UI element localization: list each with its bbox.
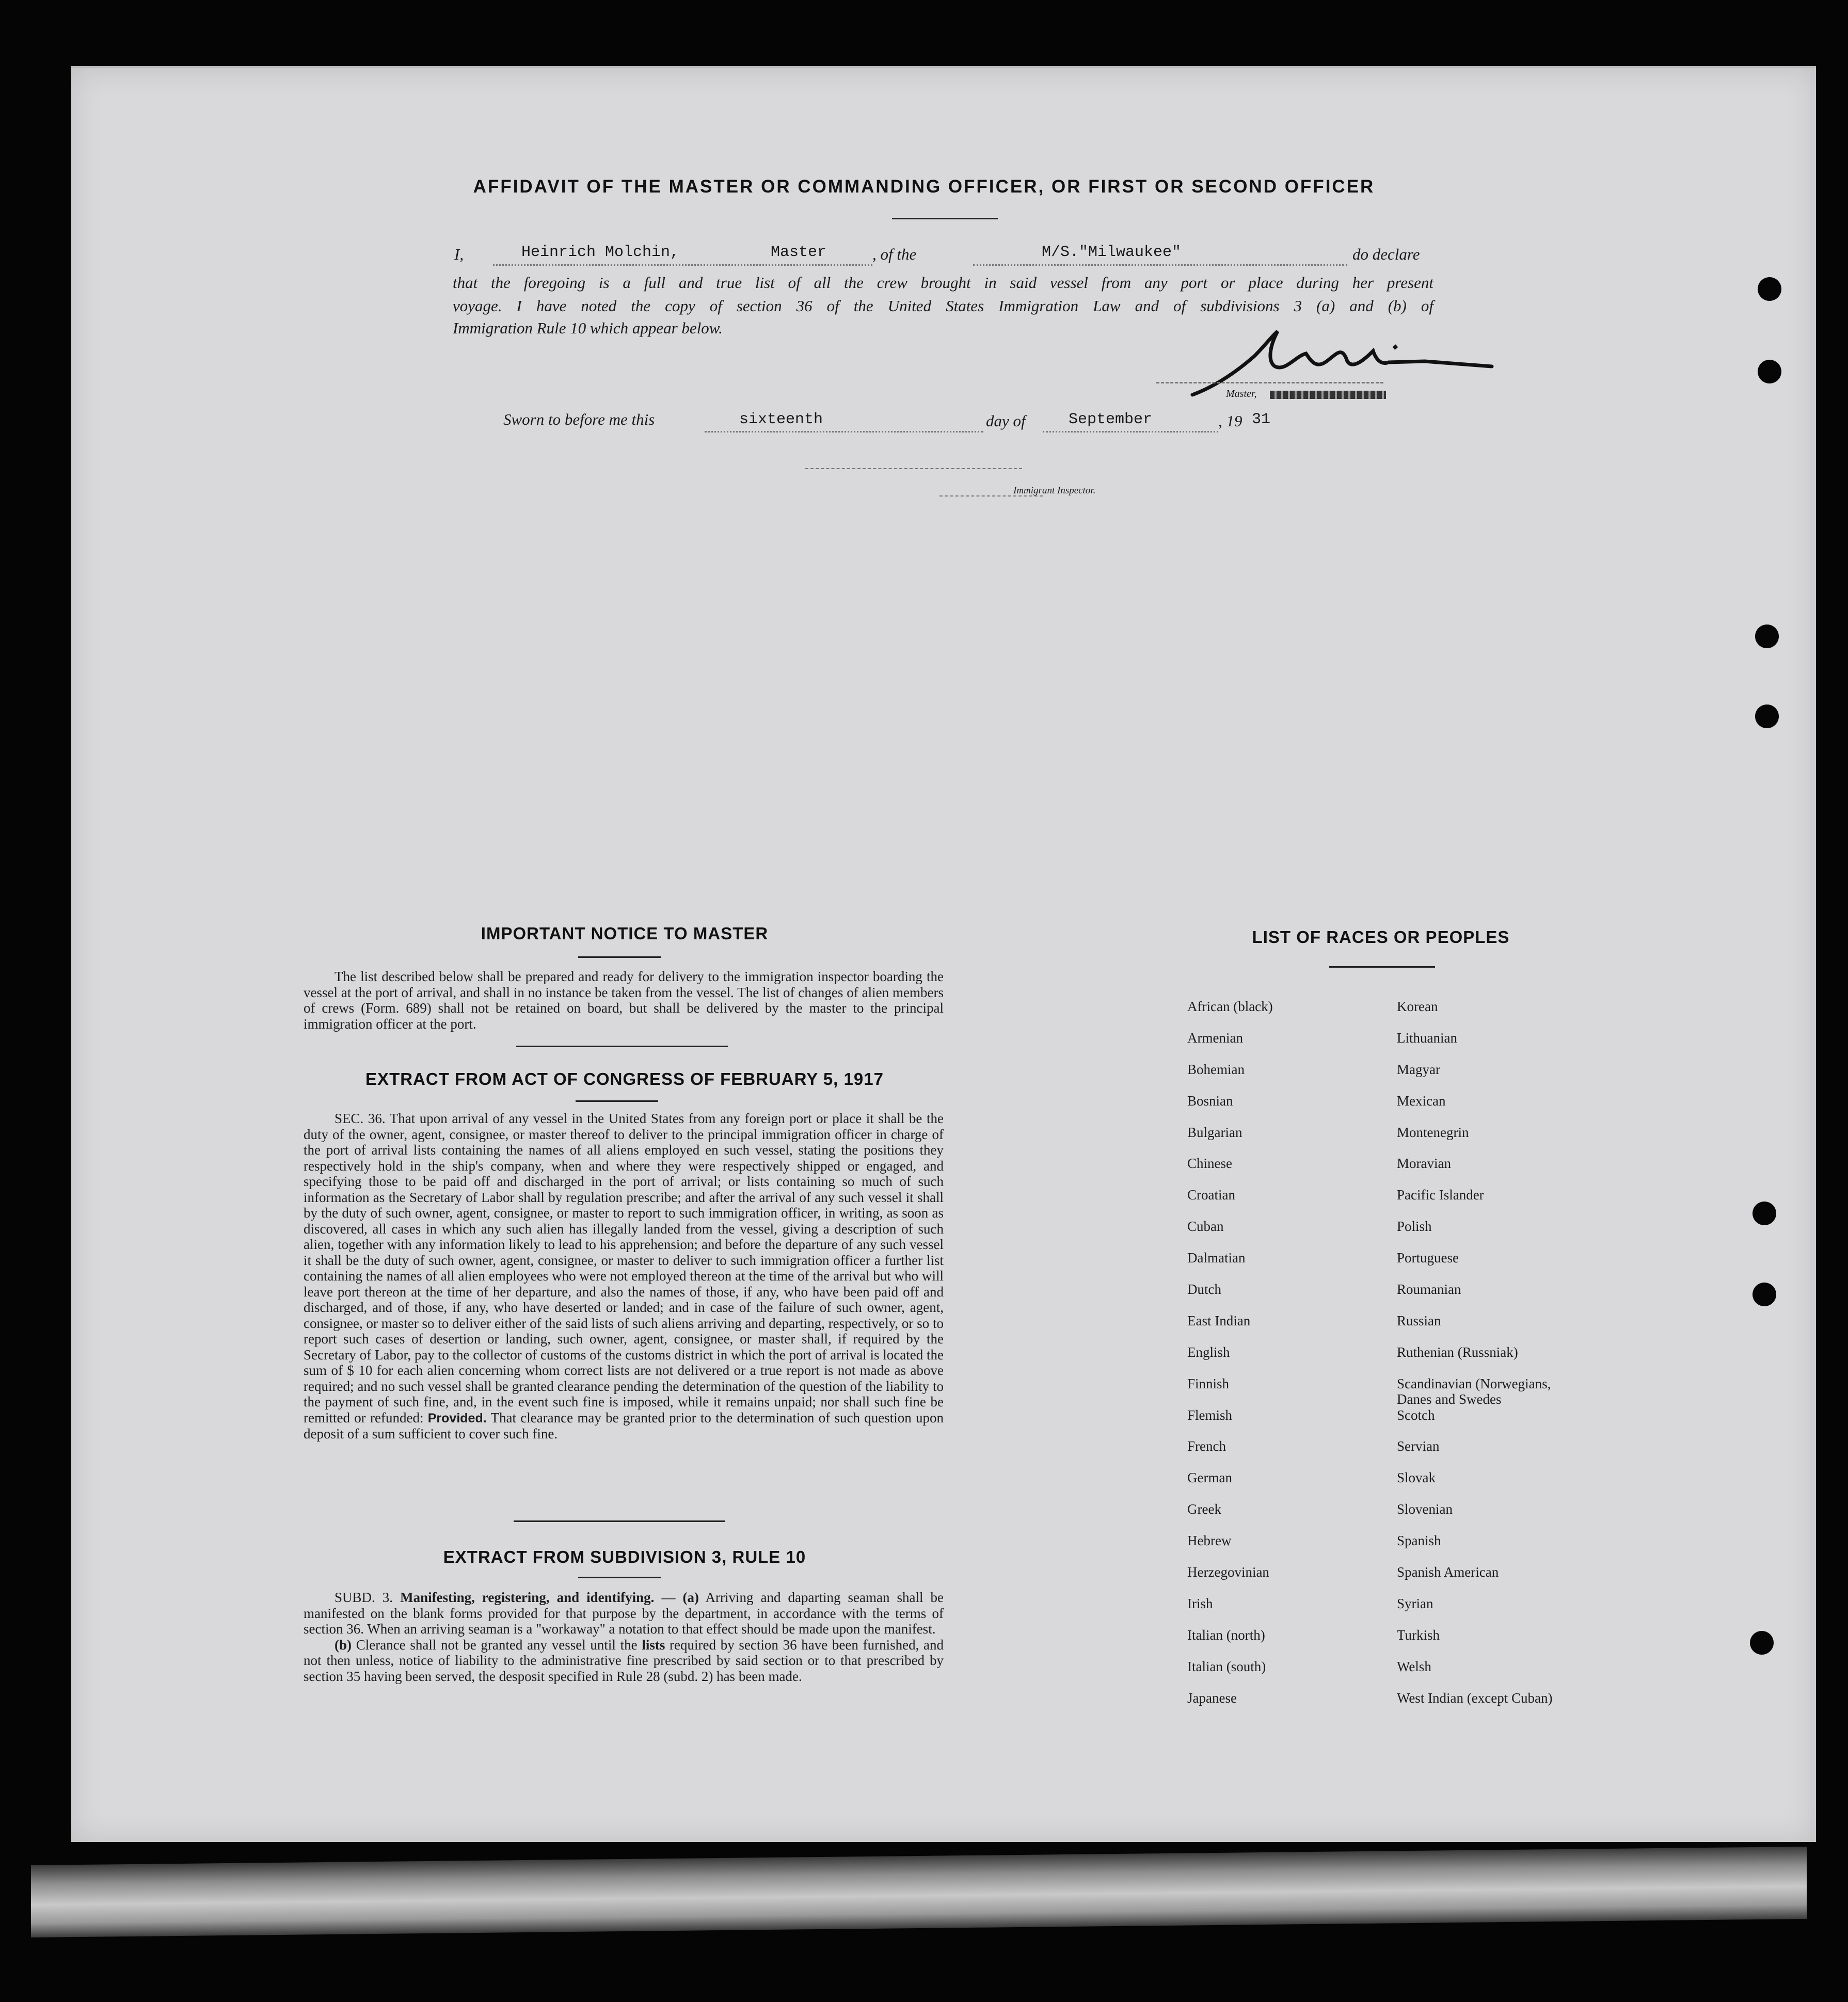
signature-line [1156, 382, 1383, 383]
binder-hole [1755, 624, 1779, 648]
race-item: Italian (north) [1187, 1627, 1265, 1643]
act-underline [576, 1100, 658, 1102]
race-item: English [1187, 1344, 1230, 1360]
act-title: EXTRACT FROM ACT OF CONGRESS OF FEBRUARY 5, 1917 [365, 1069, 884, 1088]
race-item: Spanish [1397, 1533, 1441, 1549]
affidavit-title: AFFIDAVIT OF THE MASTER OR COMMANDING OFFICER, OR FIRST OR SECOND OFFICER [473, 177, 1375, 197]
race-item: Ruthenian (Russniak) [1397, 1344, 1518, 1360]
binder-hole [1750, 1631, 1774, 1655]
rule-underline [578, 1577, 661, 1578]
races-underline [1329, 966, 1435, 968]
races-right-column [1397, 999, 1552, 1721]
vessel-fill-line [973, 264, 1347, 266]
race-item: Mexican [1397, 1093, 1446, 1109]
do-declare-label: do declare [1352, 245, 1420, 263]
signature-caption: Master, [1226, 388, 1257, 399]
race-item: Lithuanian [1397, 1030, 1457, 1046]
manifest-page [71, 66, 1816, 1842]
race-item: Chinese [1187, 1156, 1232, 1172]
page-edge-strip [31, 1847, 1807, 1937]
race-item: West Indian (except Cuban) [1397, 1690, 1553, 1706]
sworn-day: sixteenth [739, 411, 823, 428]
race-item: Irish [1187, 1595, 1213, 1611]
binder-hole [1753, 1283, 1776, 1306]
binder-hole [1758, 277, 1781, 301]
race-item: Scotch [1397, 1407, 1435, 1423]
race-item: Bohemian [1187, 1061, 1245, 1077]
title-underline [892, 218, 998, 219]
races-title: LIST OF RACES OR PEOPLES [1252, 927, 1510, 947]
race-item: Dutch [1187, 1282, 1221, 1298]
race-item: Portuguese [1397, 1250, 1459, 1266]
race-item: Cuban [1187, 1219, 1224, 1235]
race-item: Korean [1397, 999, 1438, 1014]
race-item: Japanese [1187, 1690, 1237, 1706]
year-prefix: , 19 [1218, 412, 1242, 430]
race-item: Italian (south) [1187, 1658, 1266, 1674]
race-item: German [1187, 1470, 1232, 1486]
year-value: 31 [1252, 411, 1271, 428]
race-item: Flemish [1187, 1407, 1233, 1423]
race-item: Scandinavian (Norwegians, Danes and Swedes [1397, 1375, 1551, 1407]
day-of-label: day of [986, 412, 1026, 430]
race-item: Finnish [1187, 1375, 1230, 1391]
race-item: Montenegrin [1397, 1124, 1469, 1140]
binder-hole [1758, 360, 1781, 383]
affidavit-line-2: that the foregoing is a full and true list of all the crew brought in said vessel from any port or place during her present [453, 274, 1433, 292]
race-item: Slovak [1397, 1470, 1436, 1486]
notice-text: The list described below shall be prepared and ready for delivery to the immigration inspector boarding the vessel at the port of arrival, and shall in no instance be taken from the vessel. The list of changes of alien members of crews (Form. 689) shall not be retained on board, but shall be delivered by the master to the principal immigration officer at the port. [304, 969, 944, 1032]
race-item: East Indian [1187, 1312, 1251, 1328]
race-item: Dalmatian [1187, 1250, 1246, 1266]
affidavit-line-3: voyage. I have noted the copy of section 36 of the United States Immigration Law and of subdivisions 3 (a) and (b) of [453, 297, 1433, 315]
race-item: Pacific Islander [1397, 1187, 1484, 1203]
race-item: Roumanian [1397, 1282, 1461, 1298]
vessel-name: M/S."Milwaukee" [1042, 244, 1182, 261]
rule-text: SUBD. 3. Manifesting, registering, and identifying. — (a) Arriving and daparting seaman shall be manifested on the blank forms provided for that purpose by the department, in accordance with the terms of section 36. When an arriving seaman is a "workaway" a notation to that effect should be made upon the manifest. (b) Clerance shall not be granted any vessel until the lists required by section 36 have been furnished, and not then unless, notice of liability to the administrative fine prescribed by said section or to that prescribed by section 35 having been served, the desposit specified in Rule 28 (subd. 2) has been made. [304, 1590, 944, 1684]
race-item: Turkish [1397, 1627, 1440, 1643]
name-fill-line [493, 264, 872, 266]
race-item: French [1187, 1438, 1226, 1454]
act-text: SEC. 36. That upon arrival of any vessel in the United States from any foreign port or place it shall be the duty of the owner, agent, consignee, or master thereof to deliver to the principal immigration officer in charge of the port of arrival lists containing the names of all aliens employed en such vessel, stating the positions they respectively hold in the ship's company, when and where they were respectively shipped or engaged, and specifying those to be paid off and discharged in the port of arrival; or lists containing so much of such information as the Secretary of Labor shall by regulation prescribe; and after the arrival of any such vessel it shall by the duty of such owner, agent, consignee, or master to report to such immigration officer, in writing, as soon as discovered, all cases in which any such alien has illegally landed from the vessel, giving a description of such alien, together with any information likely to lead to his apprehension; and before the departure of any such vessel it shall be the duty of such owner, agent, consignee, or master to deliver to such immigration officer a further list containing the names of all alien employees who were not employed thereon at the time of the arrival but who will leave port thereon at the time of her departure, and also the names of those, if any, who have been paid off and discharged, and of those, if any, who have deserted or landed; and in case of the failure of such owner, agent, consignee, or master so to deliver either of the said lists of such aliens arriving and departing, respectively, or so to report such cases of desertion or landing, such owner, agent, consignee, or master shall, if required by the Secretary of Labor, pay to the collector of customs of the customs district in which the port of arrival is located the sum of $ 10 for each alien concerning whom correct lists are not delivered or a true report is not made as above required; and no such vessel shall be granted clearance pending the determination of the question of the liability to the payment of such fine, and, in the event such fine is imposed, while it remains unpaid; nor shall such fine be remitted or refunded: Provided. That clearance may be granted prior to the determination of such question upon deposit of a sum sufficient to cover such fine. [304, 1111, 944, 1442]
affidavit-line-4: Immigration Rule 10 which appear below. [453, 319, 723, 337]
race-item: African (black) [1187, 999, 1273, 1014]
race-item: Bosnian [1187, 1093, 1233, 1109]
races-left-column [1187, 999, 1273, 1721]
day-fill-line [705, 431, 983, 433]
race-item: Moravian [1397, 1156, 1451, 1172]
race-item: Polish [1397, 1219, 1432, 1235]
sworn-prefix: Sworn to before me this [503, 410, 655, 428]
of-the-label: , of the [872, 245, 917, 263]
race-item: Welsh [1397, 1658, 1431, 1674]
month-fill-line [1043, 431, 1218, 433]
master-rank: Master [771, 244, 827, 261]
inspector-line-1 [805, 468, 1022, 469]
section-divider [516, 1046, 728, 1047]
affidavit-intro: I, [454, 245, 464, 263]
race-item: Hebrew [1187, 1533, 1232, 1549]
race-item: Spanish American [1397, 1564, 1499, 1580]
rule-title: EXTRACT FROM SUBDIVISION 3, RULE 10 [443, 1547, 806, 1566]
binder-hole [1753, 1202, 1776, 1225]
notice-underline [578, 956, 661, 958]
race-item: Greek [1187, 1501, 1221, 1517]
race-item: Magyar [1397, 1061, 1440, 1077]
race-item: Herzegovinian [1187, 1564, 1269, 1580]
race-item: Servian [1397, 1438, 1440, 1454]
section-divider [514, 1520, 725, 1522]
race-item: Syrian [1397, 1595, 1433, 1611]
binder-hole [1755, 704, 1779, 728]
race-item: Armenian [1187, 1030, 1243, 1046]
inspector-caption: Immigrant Inspector. [1013, 485, 1096, 496]
race-item: Bulgarian [1187, 1124, 1242, 1140]
struck-out-title [1270, 391, 1386, 399]
race-item: Slovenian [1397, 1501, 1453, 1517]
sworn-month: September [1069, 411, 1153, 428]
race-item: Russian [1397, 1312, 1441, 1328]
master-name: Heinrich Molchin, [521, 244, 680, 261]
race-item: Croatian [1187, 1187, 1235, 1203]
notice-title: IMPORTANT NOTICE TO MASTER [481, 924, 769, 943]
